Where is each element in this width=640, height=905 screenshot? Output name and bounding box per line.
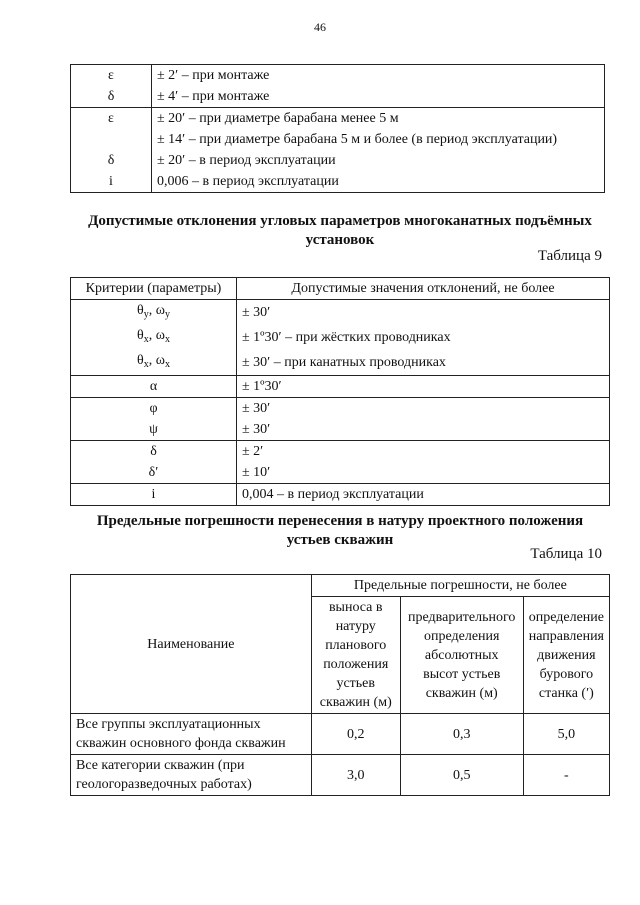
table-row <box>71 398 610 420</box>
column-header: Допустимые значения отклонений, не более <box>237 278 610 300</box>
value-cell: 5,0 <box>523 714 609 755</box>
table-row <box>71 484 610 506</box>
page-number: 46 <box>314 20 326 34</box>
value-cell: ± 1º30′ <box>237 376 610 398</box>
symbol-cell: φ <box>71 398 237 420</box>
name-cell: Все группы эксплуатационных скважин основного фонда скважин <box>71 714 312 755</box>
value-cell: ± 20′ – в период эксплуатации <box>152 150 605 171</box>
table9 <box>70 277 610 506</box>
symbol-cell <box>71 129 152 150</box>
column-header: предварительного определения абсолютных высот устьев скважин (м) <box>400 597 523 714</box>
value-cell: ± 30′ <box>237 419 610 441</box>
symbol-cell: i <box>71 171 152 193</box>
table-row <box>71 129 605 150</box>
symbol-cell: $\theta_x$, $\omega_x$ <box>71 325 237 350</box>
section9-heading <box>60 212 620 250</box>
symbol-cell: $\theta_x$, $\omega_x$ <box>71 350 237 376</box>
table-row <box>71 300 610 326</box>
value-cell: 0,3 <box>400 714 523 755</box>
column-header: определение направления движения бурового станка (′) <box>523 597 609 714</box>
table-row <box>71 86 605 108</box>
value-cell: - <box>523 755 609 796</box>
value-cell: ± 10′ <box>237 462 610 484</box>
table-row <box>71 65 605 87</box>
symbol-cell: δ <box>71 441 237 463</box>
table-row <box>71 350 610 376</box>
value-cell: ± 30′ <box>237 300 610 326</box>
symbol-cell: ψ <box>71 419 237 441</box>
table-row <box>71 441 610 463</box>
table10 <box>70 574 610 796</box>
column-header: Критерии (параметры) <box>71 278 237 300</box>
table-row <box>71 325 610 350</box>
table-header-row <box>71 575 610 597</box>
value-cell: 3,0 <box>311 755 400 796</box>
value-cell: ± 20′ – при диаметре барабана менее 5 м <box>152 108 605 130</box>
symbol-cell: δ <box>71 150 152 171</box>
section10-heading <box>60 512 620 550</box>
top-table <box>70 64 605 193</box>
table-row <box>71 171 605 193</box>
value-cell: ± 4′ – при монтаже <box>152 86 605 108</box>
table-row <box>71 755 610 796</box>
symbol-cell: δ <box>71 86 152 108</box>
table-header-row <box>71 278 610 300</box>
value-cell: ± 2′ <box>237 441 610 463</box>
heading-line: устьев скважин <box>286 532 394 548</box>
value-cell: ± 30′ – при канатных проводниках <box>237 350 610 376</box>
table-row <box>71 462 610 484</box>
value-cell: ± 2′ – при монтаже <box>152 65 605 87</box>
value-cell: 0,006 – в период эксплуатации <box>152 171 605 193</box>
table10-caption: Таблица 10 <box>530 546 602 562</box>
value-cell: ± 14′ – при диаметре барабана 5 м и более (в период эксплуатации) <box>152 129 605 150</box>
table9-caption: Таблица 9 <box>537 248 602 264</box>
column-header: выноса в натуру планового положения устьев скважин (м) <box>311 597 400 714</box>
symbol-cell: ε <box>71 108 152 130</box>
column-header: Наименование <box>71 575 312 714</box>
column-group-header: Предельные погрешности, не более <box>311 575 609 597</box>
symbol-cell: α <box>71 376 237 398</box>
table-row <box>71 714 610 755</box>
value-cell: 0,004 – в период эксплуатации <box>237 484 610 506</box>
table-row <box>71 108 605 130</box>
table-row <box>71 419 610 441</box>
symbol-cell: $\theta_y$, $\omega_y$ <box>71 300 237 326</box>
value-cell: 0,5 <box>400 755 523 796</box>
symbol-cell: i <box>71 484 237 506</box>
value-cell: ± 30′ <box>237 398 610 420</box>
symbol-cell: ε <box>71 65 152 87</box>
table-row <box>71 376 610 398</box>
heading-line: установок <box>305 232 375 248</box>
symbol-cell: δ′ <box>71 462 237 484</box>
value-cell: 0,2 <box>311 714 400 755</box>
heading-line: Предельные погрешности перенесения в натуру проектного положения <box>96 513 584 529</box>
value-cell: ± 1º30′ – при жёстких проводниках <box>237 325 610 350</box>
table-row <box>71 150 605 171</box>
heading-line: Допустимые отклонения угловых параметров многоканатных подъёмных <box>88 213 592 229</box>
name-cell: Все категории скважин (при геологоразведочных работах) <box>71 755 312 796</box>
